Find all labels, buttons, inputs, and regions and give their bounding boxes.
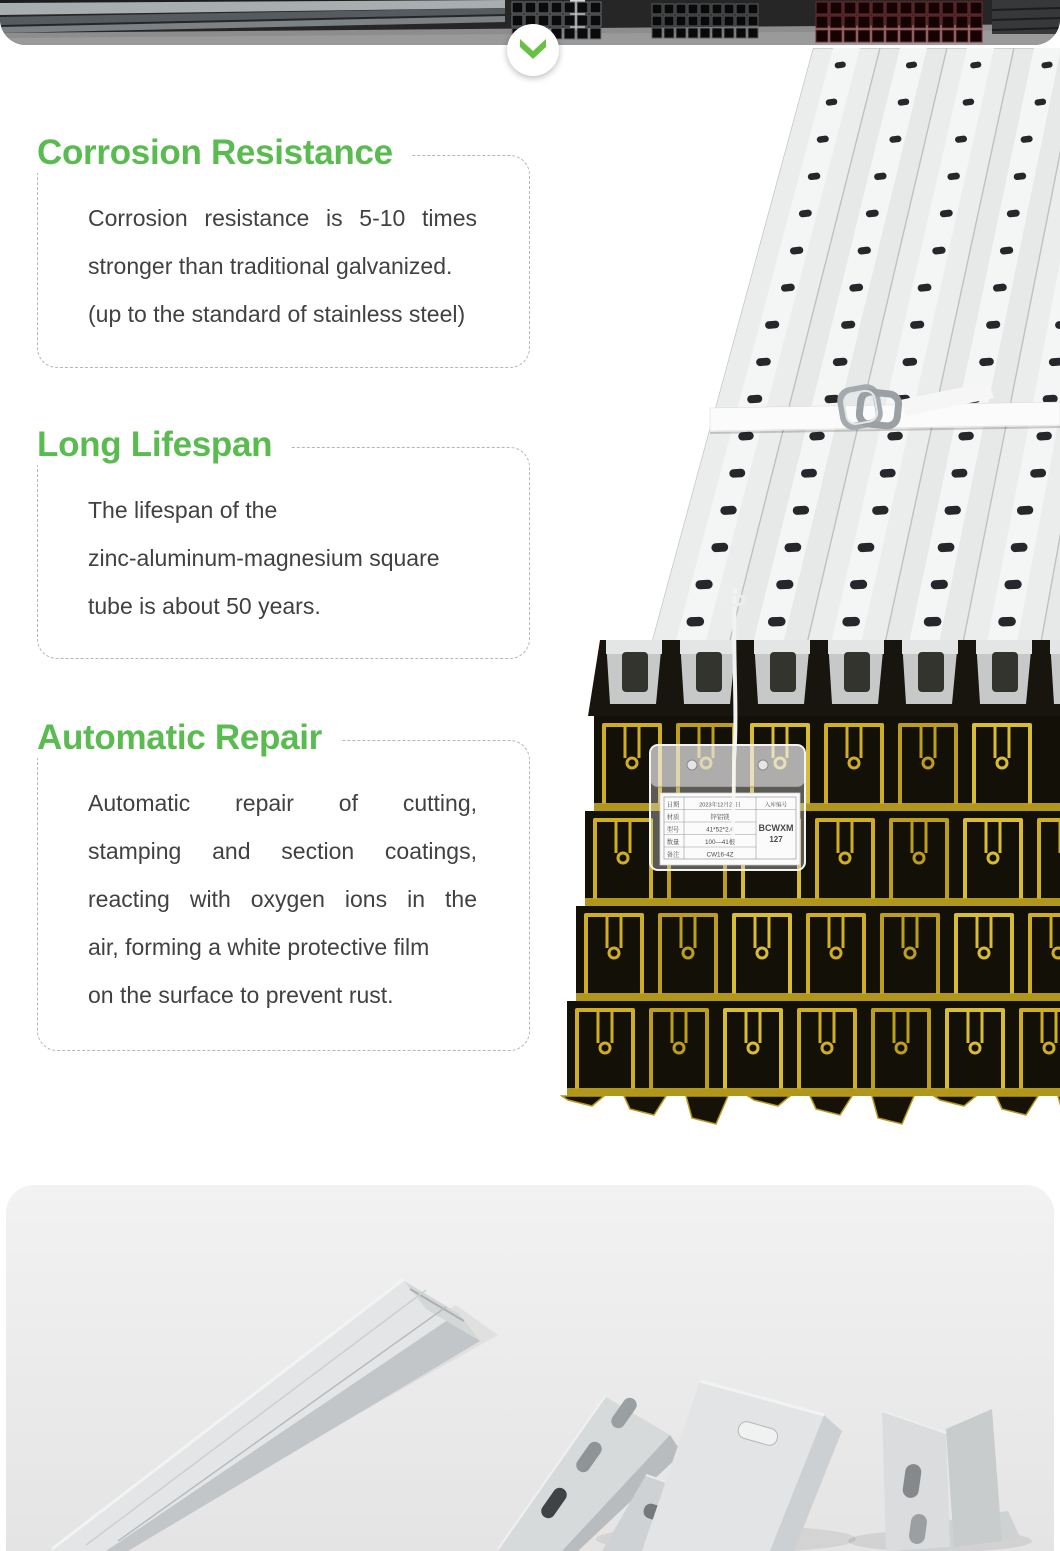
tag-row-value: 100—41根: [704, 839, 736, 846]
feature-line: tube is about 50 years.: [88, 593, 321, 619]
tag-card: [660, 793, 800, 865]
tag-row-label: 备注: [666, 851, 680, 859]
tag-code: BCWXM: [758, 823, 794, 833]
feature-line: reacting with oxygen ions in the: [88, 886, 477, 912]
feature-long-lifespan: [37, 425, 530, 659]
tag-row-extra: 入库编号: [764, 802, 788, 809]
tag-code-number: 127: [769, 835, 783, 844]
feature-line: zinc-aluminum-magnesium square: [88, 545, 440, 571]
section-title: Long Lifespan: [37, 425, 290, 465]
slotted-deck: [650, 48, 1060, 648]
feature-line: (up to the standard of stainless steel): [88, 301, 466, 327]
tag-row-value: 2023年12月22日: [699, 802, 741, 809]
section-title: Corrosion Resistance: [37, 133, 411, 173]
tag-row-value: CW16-4Z: [706, 851, 734, 859]
feature-text-box: [37, 740, 530, 1051]
feature-text-box: [37, 447, 530, 659]
feature-line: air, forming a white protective film: [88, 934, 430, 960]
feature-line: stamping and section coatings,: [88, 838, 477, 864]
feature-line: Corrosion resistance is 5-10 times: [88, 205, 477, 231]
tag-row-label: 材质: [666, 814, 680, 821]
feature-line: stronger than traditional galvanized.: [88, 253, 453, 279]
scroll-down-button[interactable]: [507, 24, 559, 76]
feature-line: on the surface to prevent rust.: [88, 982, 394, 1008]
feature-line: The lifespan of the: [88, 497, 278, 523]
section-title: Automatic Repair: [37, 718, 340, 758]
chevron-down-icon: [507, 24, 559, 76]
tag-row-value: 41*52*2.6: [706, 826, 734, 834]
feature-corrosion-resistance: [37, 133, 530, 368]
tag-row-value: 锌铝镁: [710, 814, 730, 821]
brackets-studio-photo: [6, 1185, 1054, 1551]
yellow-channel-stack: [562, 640, 1060, 1124]
bundle-photo: [560, 48, 1060, 1125]
tag-row-label: 型号: [666, 826, 680, 834]
feature-line: Automatic repair of cutting,: [88, 790, 477, 816]
feature-automatic-repair: [37, 718, 530, 1051]
tag-row-label: 数量: [666, 839, 680, 846]
channel-bundle-photo: [560, 48, 1060, 1125]
brackets-photo: [6, 1185, 1054, 1551]
feature-text-box: [37, 155, 530, 368]
tag-row-label: 日期: [666, 801, 680, 809]
